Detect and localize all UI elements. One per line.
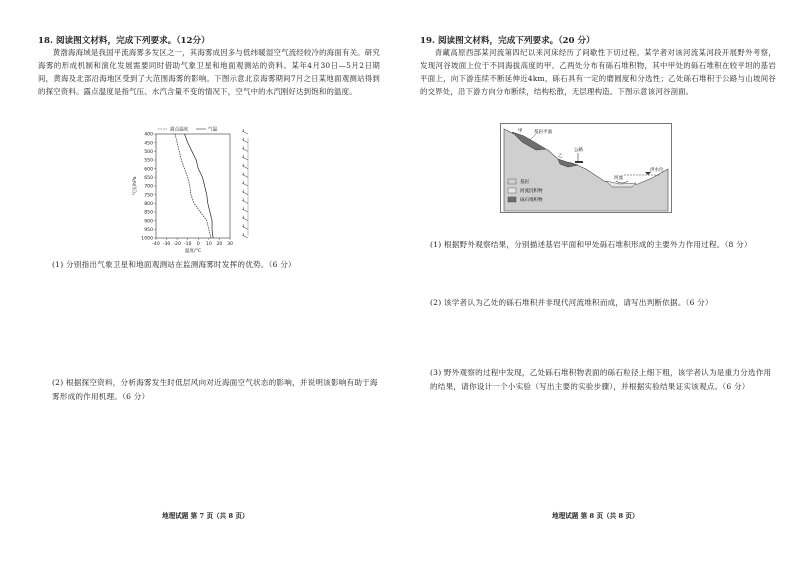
y-tick-label: 550 bbox=[144, 158, 153, 164]
y-tick-label: 400 bbox=[144, 132, 153, 138]
legend-swatch-gravel bbox=[508, 197, 516, 202]
y-tick-label: 700 bbox=[144, 184, 153, 190]
legend-river-sediment: 河流沉积物 bbox=[520, 189, 543, 194]
label-terrace: 基岩平面 bbox=[534, 130, 552, 135]
x-tick-label: 10 bbox=[205, 242, 212, 247]
legend-dewpoint: 露点温度 bbox=[170, 127, 189, 133]
legend-gravel: 砾石堆积物 bbox=[520, 198, 543, 203]
wind-barb bbox=[242, 209, 248, 212]
wind-barb bbox=[242, 218, 248, 221]
q19-material: 青藏高原西部某河流第四纪以来河床经历了间歇性下切过程。某学者对该河流某河段开展野外考察，发现河谷坡面上位于不同海拔高度的甲、乙两处分布有砾石堆积物，其中甲处的砾石堆积在较平坦的基岩平面上，向下游连续不断延伸近4km，砾石具有一定的磨圆度和分选性；乙处砾石堆积于公路与山坡间谷的交界处，沿下游方向分布断续，结构松散，无层理构造。下图示意该河谷剖面。 bbox=[420, 48, 776, 96]
wind-barb bbox=[242, 235, 248, 238]
legend-temperature: 气温 bbox=[208, 127, 218, 133]
dewpoint-line bbox=[175, 134, 211, 238]
y-tick-label: 500 bbox=[144, 149, 153, 155]
wind-barb bbox=[242, 140, 248, 143]
label-river: 河流 bbox=[614, 176, 623, 181]
x-tick-label: 30 bbox=[227, 242, 233, 247]
plot-frame bbox=[156, 134, 230, 238]
right-page bbox=[400, 0, 800, 566]
wind-barb bbox=[242, 226, 248, 229]
sounding-chart bbox=[130, 124, 280, 256]
y-tick-label: 850 bbox=[144, 210, 153, 216]
x-tick-label: 20 bbox=[216, 242, 223, 247]
label-road: 公路 bbox=[574, 148, 583, 153]
x-tick-label: -30 bbox=[162, 242, 171, 247]
q19-title: 19. 阅读图文材料，完成下列要求。（20 分） bbox=[420, 36, 595, 46]
x-axis-label: 温度/°C bbox=[184, 249, 202, 254]
wind-barb bbox=[242, 200, 248, 203]
q18-question-1: (1) 分别指出气象卫星和地面观测站在监测海雾时发挥的优势。（6 分） bbox=[52, 260, 296, 269]
road-marker bbox=[575, 161, 583, 163]
y-tick-label: 1000 bbox=[141, 236, 153, 242]
y-axis-label: 气压/hPa bbox=[133, 176, 138, 196]
right-page-footer: 地理试题 第 8 页（共 8 页） bbox=[552, 512, 639, 520]
q18-material: 黄渤海海域是我国平流海雾多发区之一，其海雾成因多与低纬暖湿空气流经较冷的海面有关。研究海雾的形成机制和演化发展需要同时借助气象卫星和地面观测站的资料。某年4月30日—5月2日期间，黄海及北部沿海地区受到了大范围海雾的影响。下图示意北京海雾期间7月之日某地面观测站得到的探空资料。露点温度是指气压、水汽含量不变的情况下，空气中的水汽刚好达到饱和的温度。 bbox=[38, 48, 380, 96]
q18-question-2: (2) 根据探空资料，分析海雾发生时低层风向对近海面空气状态的影响，并说明该影响有助于海雾形成的作用机理。（6 分） bbox=[52, 378, 378, 401]
wind-barb bbox=[242, 192, 248, 195]
label-jia: 甲 bbox=[518, 129, 523, 134]
valley-profile-diagram bbox=[500, 123, 672, 213]
legend-bedrock: 基岩 bbox=[520, 180, 529, 185]
q18-title: 18. 阅读图文材料，完成下列要求。（12分） bbox=[38, 36, 210, 46]
x-tick-label: -10 bbox=[183, 242, 192, 247]
label-flood: 洪水位 bbox=[650, 168, 664, 173]
y-tick-label: 950 bbox=[144, 227, 153, 233]
x-tick-label: 0 bbox=[196, 242, 200, 247]
q19-question-2: (2) 该学者认为乙处的砾石堆积并非现代河流堆积而成，请写出判断依据。（6 分） bbox=[430, 298, 713, 307]
q19-question-3: (3) 野外观察的过程中发现，乙处砾石堆积物表面的砾石粒径上细下粗，该学者认为是重力分选作用的结果，请你设计一个小实验（写出主要的实验步骤），并根据实验结果证实该观点。（6 分） bbox=[430, 368, 772, 391]
legend-swatch-river-sediment bbox=[508, 188, 516, 193]
y-tick-label: 900 bbox=[144, 219, 153, 225]
label-yi: 乙 bbox=[558, 154, 563, 159]
y-tick-label: 750 bbox=[144, 193, 153, 199]
q19-question-1: (1) 根据野外观察结果，分别描述基岩平面和甲处砾石堆积形成的主要外力作用过程。（8 分） bbox=[430, 240, 752, 249]
y-tick-label: 800 bbox=[144, 201, 153, 207]
x-tick-label: -40 bbox=[152, 242, 160, 247]
x-tick-label: -20 bbox=[173, 242, 181, 247]
wind-barb bbox=[242, 148, 248, 151]
wind-barb bbox=[242, 166, 248, 169]
legend-swatch-bedrock bbox=[508, 179, 516, 184]
y-tick-label: 450 bbox=[144, 141, 153, 147]
wind-barb bbox=[242, 174, 248, 177]
temperature-line bbox=[185, 134, 214, 238]
wind-barb bbox=[242, 157, 248, 160]
left-page-footer: 地理试题 第 7 页（共 8 页） bbox=[162, 512, 249, 520]
wind-barb bbox=[242, 131, 248, 134]
wind-barb bbox=[242, 183, 248, 186]
y-tick-label: 650 bbox=[144, 175, 153, 181]
y-tick-label: 600 bbox=[144, 167, 153, 173]
